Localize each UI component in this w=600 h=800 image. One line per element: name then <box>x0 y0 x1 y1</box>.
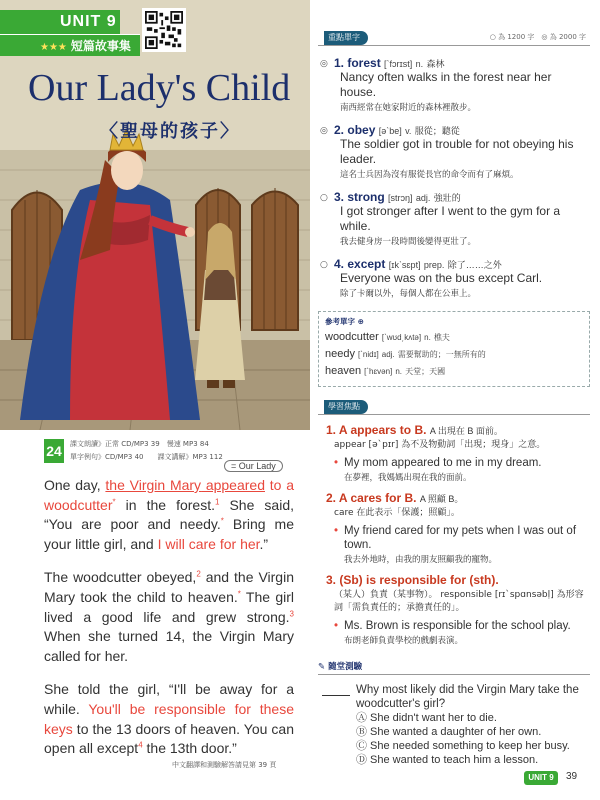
focus-section-tag: 學習焦點 <box>324 400 368 414</box>
vocab-item: ○ 3. strong [strɔŋ] adj. 強壯的 I got stronger after I went to the gym for a while. 我去健身房一段時間後變得更壯了。 <box>318 190 590 247</box>
level-mark-icon: ◎ <box>320 126 328 136</box>
vocab-list <box>318 56 590 299</box>
section-label <box>0 34 140 56</box>
bullet-icon: • <box>334 525 339 537</box>
vocab-example-translation: 我去健身房一段時間後變得更壯了。 <box>340 237 477 247</box>
focus-header <box>318 399 590 415</box>
vocab-item: ◎ 2. obey [əˋbe] v. 服從；聽從 The soldier got in trouble for not obeying his leader. 這名士兵因為沒有服從長官的命令而有了麻煩。 <box>318 123 590 180</box>
quiz-option-a[interactable]: Ⓐ She didn't want her to die. <box>356 712 497 724</box>
quiz-header: ✎ 隨堂測驗 <box>318 660 590 675</box>
quiz-option-d[interactable]: Ⓓ She wanted to teach him a lesson. <box>356 754 539 766</box>
track-number: 24 <box>44 439 64 463</box>
vocab-word: forest <box>347 56 381 70</box>
focus-point: 3. (Sb) is responsible for (sth). （某人）負責（某事物）。 responsible [rɪˋspɑnsəbḷ] 為形容詞「需負責任的；承擔責任的」。 • Ms. Brown is responsible for the school play. 布朗老師負責學校的戲劇表演。 <box>326 573 584 646</box>
reference-words-box <box>318 311 590 387</box>
gloss-tag: = Our Lady <box>224 460 283 472</box>
reference-word: needy [ˋnidɪ] adj. 需要幫助的；一無所有的 <box>325 348 486 360</box>
study-column <box>318 30 590 790</box>
level-mark-icon: ◎ <box>320 59 328 69</box>
story-subtitle: 〈聖母的孩子〉 <box>100 121 240 142</box>
story-paragraph-1: One day, the Virgin Mary appeared to a woodcutter* in the forest.$^1$ She said, “You are poor and needy.* Bring me your little girl, and I will care for her.” <box>44 477 294 552</box>
vocab-example: I got stronger after I went to the gym for a while. <box>340 204 561 233</box>
focus-point: 2. A cares for B. A 照顧 B。 care 在此表示「保護；照顧」。 • My friend cared for my pets when I was out of town. 我去外地時，由我的朋友照顧我的寵物。 <box>326 491 577 565</box>
pencil-icon: ✎ <box>318 662 329 672</box>
vocab-example: Everyone was on the bus except Carl. <box>340 271 543 285</box>
reference-word: woodcutter [ˋwʊd͵kʌtə] n. 樵夫 <box>325 331 450 343</box>
highlight-phrase: the Virgin Mary <box>105 477 202 493</box>
footer-unit-badge: UNIT 9 <box>524 771 558 785</box>
highlight-phrase: You'll be responsible for these keys <box>44 700 294 737</box>
page-number: 39 <box>566 771 578 782</box>
vocab-section-tag: 重點單字 <box>324 31 368 45</box>
vocab-header <box>318 30 590 46</box>
bullet-icon: • <box>334 620 339 632</box>
answer-blank[interactable] <box>322 695 350 696</box>
story-paragraph-2: The woodcutter obeyed,$^2$ and the Virgin Mary took the child to heaven.* The girl lived a good life and grew strong.$^3$ When she turned 14, the Virgin Mary called for her. <box>44 569 294 664</box>
unit-tag <box>0 10 150 56</box>
quiz-option-b[interactable]: Ⓑ She wanted a daughter of her own. <box>356 726 542 738</box>
bullet-icon: • <box>334 457 339 469</box>
answer-hint: 中文翻譯和測驗解答請見第 39 頁 <box>172 761 277 769</box>
vocab-example-translation: 除了卡爾以外，每個人都在公車上。 <box>340 289 477 299</box>
vocab-word: obey <box>347 123 376 137</box>
vocab-example: Nancy often walks in the forest near her house. <box>340 70 552 99</box>
reference-words-title: 參考單字 ⊕ <box>325 317 364 326</box>
vocab-item: ◎ 1. forest [ˋfɔrɪst] n. 森林 Nancy often walks in the forest near her house. 南西經常在她家附近的森林裡散步。 <box>318 56 590 113</box>
learning-focus <box>318 399 590 646</box>
story-text <box>44 476 294 773</box>
stars-icon: ★★★ <box>40 42 67 53</box>
quiz-section <box>318 660 590 767</box>
level-mark-icon: ○ <box>320 260 328 270</box>
vocab-word: except <box>347 257 386 271</box>
story-illustration <box>0 0 310 430</box>
vocab-example-translation: 南西經常在她家附近的森林裡散步。 <box>340 103 477 113</box>
quiz-option-c[interactable]: Ⓒ She needed something to keep her busy. <box>356 740 570 752</box>
unit-label: UNIT 9 <box>0 10 120 34</box>
vocab-example-translation: 這名士兵因為沒有服從長官的命令而有了麻煩。 <box>340 170 519 180</box>
story-paragraph-3: She told the girl, “I'll be away for a while. You'll be responsible for these keys to the 13 doors of heaven. You can open all except$^4$ the 13th door.” <box>44 681 294 757</box>
highlight-phrase: I will care for her <box>157 535 260 552</box>
vocab-legend: ○ 為 1200 字 ◎ 為 2000 字 <box>489 33 586 41</box>
vocab-example: The soldier got in trouble for not obeying his leader. <box>340 137 574 166</box>
audio-row-2: 單字例句》CD/MP3 40 課文講解》MP3 112 <box>70 453 223 461</box>
section-name: 短篇故事集 <box>70 39 131 53</box>
quiz-question: Why most likely did the Virgin Mary take the woodcutter's girl? <box>318 683 590 711</box>
reference-word: heaven [ˋhɛvən] n. 天堂；天國 <box>325 365 446 377</box>
vocab-word: strong <box>347 190 385 204</box>
level-mark-icon: ○ <box>320 193 328 203</box>
vocab-item: ○ 4. except [ɪkˋsɛpt] prep. 除了……之外 Everyone was on the bus except Carl. 除了卡爾以外，每個人都在公車上。 <box>318 257 590 299</box>
focus-point: 1. A appears to B. A 出現在 B 面前。 appear [əˋpɪr] 為不及物動詞「出現；現身」之意。 • My mom appeared to me in my dream. 在夢裡，我媽媽出現在我的面前。 <box>326 423 546 483</box>
story-title: Our Lady's Child <box>28 67 291 109</box>
audio-row-1: 課文朗讀》正常 CD/MP3 39 慢速 MP3 84 <box>70 440 209 448</box>
qr-code-icon[interactable] <box>142 8 186 52</box>
